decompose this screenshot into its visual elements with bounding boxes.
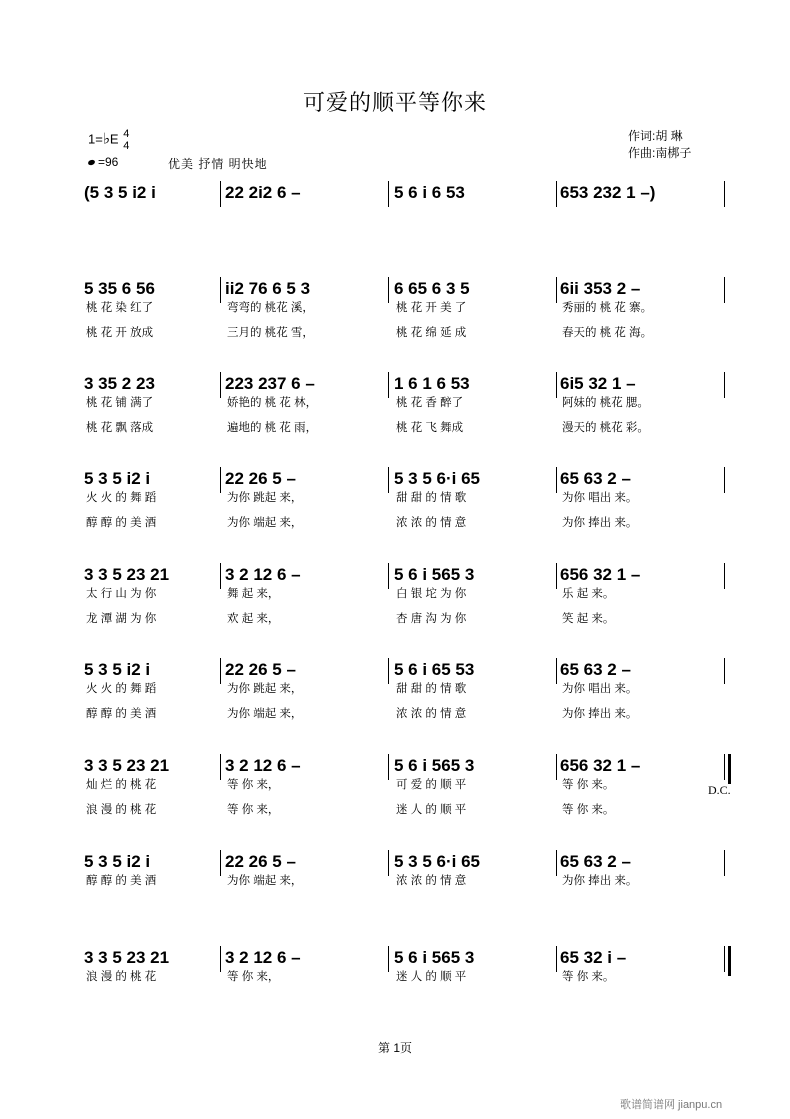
lyric-segment: 欢 起 来， [227, 613, 280, 625]
measure: 65 32 i – [560, 948, 627, 967]
measure: 22 2i2 6 – [225, 183, 301, 202]
lyric-segment: 漫天的 桃花 彩。 [562, 422, 649, 434]
da-capo-mark: D.C. [708, 783, 731, 797]
bar-line [556, 181, 557, 207]
stave-row [0, 181, 790, 221]
measure: 3 3 5 23 21 [84, 948, 170, 967]
lyric-segment: 三月的 桃花 雪， [227, 327, 314, 339]
measure: 3 2 12 6 – [225, 756, 301, 775]
lyric-segment: 等 你 来， [227, 804, 280, 816]
lyric-segment: 阿妹的 桃花 腮。 [562, 397, 649, 409]
lyric-segment: 桃 花 香 醉了 [396, 397, 464, 409]
lyric-segment: 为你 唱出 来。 [562, 683, 638, 695]
lyric-segment: 乐 起 来。 [562, 588, 615, 600]
lyric-segment: 为你 端起 来， [227, 708, 303, 720]
song-title: 可爱的顺平等你来 [302, 90, 487, 115]
tempo-mark: =96 [88, 155, 118, 169]
lyric-segment: 灿 烂 的 桃 花 [86, 779, 157, 791]
measure: 223 237 6 – [225, 374, 315, 393]
page-number: 第 1页 [377, 1041, 412, 1055]
lyric-segment: 桃 花 绵 延 成 [396, 327, 467, 339]
measure: 653 232 1 –) [560, 183, 656, 202]
measure: 5 3 5 i2 i [84, 852, 151, 871]
lyric-segment: 秀丽的 桃 花 寨。 [562, 302, 653, 314]
lyric-segment: 桃 花 铺 满了 [86, 397, 154, 409]
lyric-segment: 龙 潭 湖 为 你 [86, 613, 157, 625]
measure: 5 3 5 6·i 65 [394, 852, 481, 871]
measure: 22 26 5 – [225, 660, 296, 679]
lyric-segment: 火 火 的 舞 蹈 [86, 683, 157, 695]
lyric-segment: 浪 漫 的 桃 花 [86, 804, 157, 816]
measure: 5 3 5 i2 i [84, 660, 151, 679]
measure: 3 3 5 23 21 [84, 756, 170, 775]
lyric-segment: 为你 跳起 来， [227, 492, 303, 504]
lyric-segment: 春天的 桃 花 海。 [562, 327, 653, 339]
lyric-segment: 弯弯的 桃花 溪， [227, 302, 314, 314]
lyric-segment: 等 你 来。 [562, 804, 615, 816]
lyric-segment: 为你 端起 来， [227, 517, 303, 529]
lyric-segment: 桃 花 飘 落成 [86, 422, 154, 434]
measure: ii2 76 6 5 3 [225, 279, 311, 298]
lyric-segment: 醇 醇 的 美 酒 [86, 708, 157, 720]
lyric-segment: 笑 起 来。 [562, 613, 615, 625]
lyric-line [0, 610, 790, 626]
lyric-line [0, 776, 790, 792]
lyric-segment: 等 你 来， [227, 971, 280, 983]
bar-line [388, 181, 389, 207]
lyric-segment: 为你 唱出 来。 [562, 492, 638, 504]
expression-mark: 优美 抒情 明快地 [168, 157, 268, 171]
measure: 6ii 353 2 – [560, 279, 641, 298]
lyric-segment: 迷 人 的 顺 平 [396, 971, 467, 983]
measure: 1 6 1 6 53 [394, 374, 470, 393]
measure: 5 6 i 565 3 [394, 756, 475, 775]
lyric-line [0, 419, 790, 435]
measure: 3 2 12 6 – [225, 565, 301, 584]
measure: 656 32 1 – [560, 756, 641, 775]
lyric-segment: 桃 花 飞 舞成 [396, 422, 464, 434]
lyricist-credit: 作词:胡 琳 [628, 129, 683, 143]
measure: 5 6 i 565 3 [394, 565, 475, 584]
lyric-segment: 火 火 的 舞 蹈 [86, 492, 157, 504]
lyric-segment: 浪 漫 的 桃 花 [86, 971, 157, 983]
lyric-segment: 浓 浓 的 情 意 [396, 875, 467, 887]
measure: 6 65 6 3 5 [394, 279, 470, 298]
measure: 3 35 2 23 [84, 374, 155, 393]
lyric-line [0, 324, 790, 340]
lyric-segment: 醇 醇 的 美 酒 [86, 517, 157, 529]
lyric-line [0, 489, 790, 505]
lyric-line [0, 299, 790, 315]
key-signature: 1=♭E 4 4 [88, 128, 130, 152]
lyric-segment: 为你 捧出 来。 [562, 875, 638, 887]
lyric-segment: 甜 甜 的 情 歌 [396, 683, 467, 695]
lyric-segment: 为你 捧出 来。 [562, 708, 638, 720]
measure: 22 26 5 – [225, 852, 296, 871]
lyric-segment: 舞 起 来， [227, 588, 280, 600]
lyric-segment: 等 你 来， [227, 779, 280, 791]
lyric-segment: 等 你 来。 [562, 779, 615, 791]
lyric-segment: 杏 唐 沟 为 你 [396, 613, 467, 625]
lyric-segment: 娇艳的 桃 花 林， [227, 397, 318, 409]
measure: 5 35 6 56 [84, 279, 155, 298]
lyric-segment: 太 行 山 为 你 [86, 588, 157, 600]
lyric-line [0, 968, 790, 984]
lyric-segment: 浓 浓 的 情 意 [396, 708, 467, 720]
lyric-line [0, 394, 790, 410]
measure: 5 6 i 65 53 [394, 660, 475, 679]
lyric-segment: 为你 捧出 来。 [562, 517, 638, 529]
lyric-line [0, 801, 790, 817]
lyric-line [0, 705, 790, 721]
lyric-segment: 桃 花 染 红了 [86, 302, 154, 314]
bar-line [724, 181, 725, 207]
lyric-segment: 浓 浓 的 情 意 [396, 517, 467, 529]
composer-credit: 作曲:南梆子 [628, 146, 692, 160]
measure: 3 2 12 6 – [225, 948, 301, 967]
measure: 5 6 i 6 53 [394, 183, 465, 202]
bar-line [220, 181, 221, 207]
lyric-segment: 甜 甜 的 情 歌 [396, 492, 467, 504]
measure: 22 26 5 – [225, 469, 296, 488]
lyric-segment: 为你 跳起 来， [227, 683, 303, 695]
lyric-segment: 醇 醇 的 美 酒 [86, 875, 157, 887]
measure: 656 32 1 – [560, 565, 641, 584]
measure: 6i5 32 1 – [560, 374, 636, 393]
lyric-segment: 白 银 坨 为 你 [396, 588, 467, 600]
lyric-segment: 迷 人 的 顺 平 [396, 804, 467, 816]
measure: 5 3 5 6·i 65 [394, 469, 481, 488]
lyric-line [0, 872, 790, 888]
lyric-segment: 桃 花 开 美 了 [396, 302, 467, 314]
watermark: 歌谱简谱网 jianpu.cn [620, 1099, 723, 1111]
measure: 65 63 2 – [560, 660, 631, 679]
lyric-line [0, 680, 790, 696]
lyric-line [0, 514, 790, 530]
measure: 65 63 2 – [560, 852, 631, 871]
measure: 5 6 i 565 3 [394, 948, 475, 967]
measure: 3 3 5 23 21 [84, 565, 170, 584]
lyric-segment: 桃 花 开 放成 [86, 327, 154, 339]
measure: 65 63 2 – [560, 469, 631, 488]
lyric-segment: 遍地的 桃 花 雨， [227, 422, 318, 434]
measure: 5 3 5 i2 i [84, 469, 151, 488]
lyric-segment: 可 爱 的 顺 平 [396, 779, 467, 791]
lyric-segment: 等 你 来。 [562, 971, 615, 983]
measure: (5 3 5 i2 i [84, 183, 156, 202]
lyric-line [0, 585, 790, 601]
lyric-segment: 为你 端起 来， [227, 875, 303, 887]
quarter-note-icon [87, 159, 95, 166]
